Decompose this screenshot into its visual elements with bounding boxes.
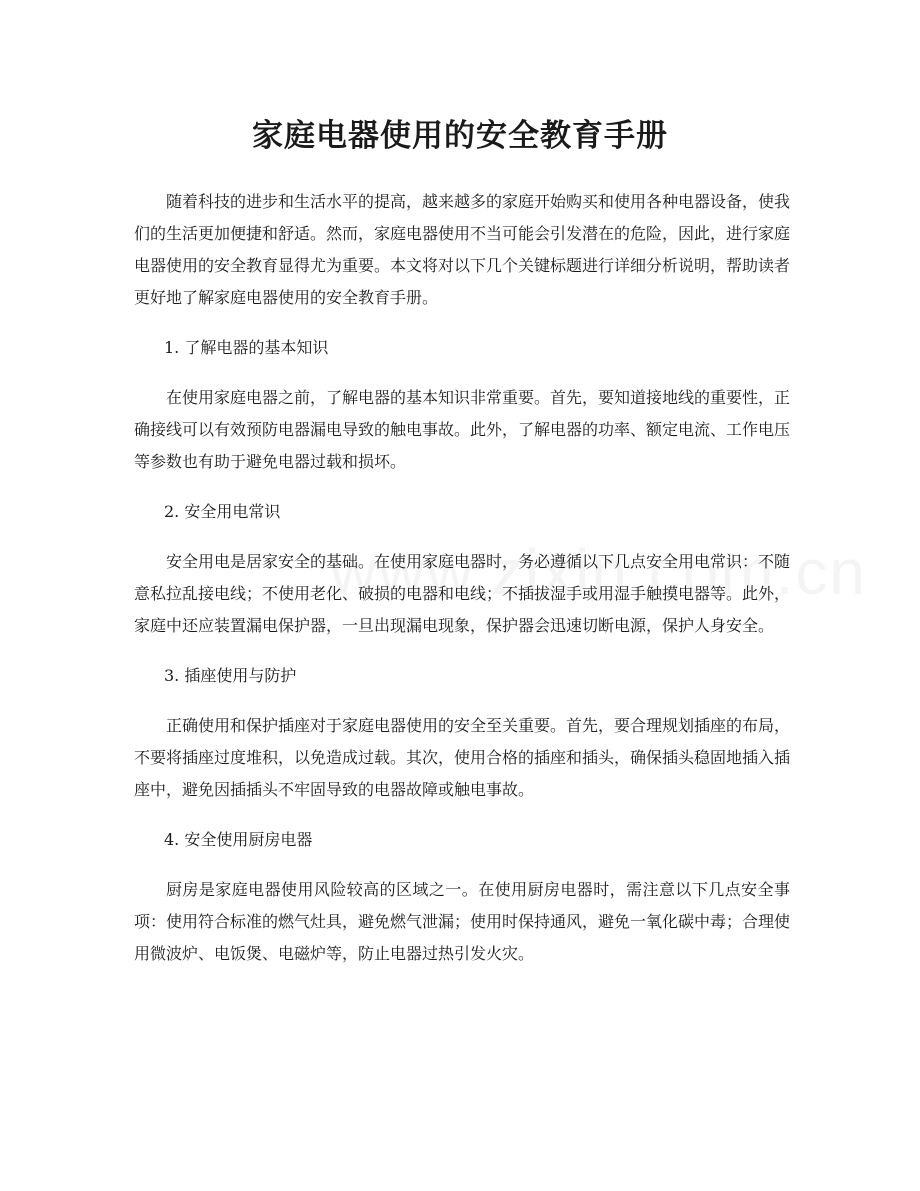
document-title: 家庭电器使用的安全教育手册 bbox=[252, 118, 668, 154]
section-body-3: 正确使用和保护插座对于家庭电器使用的安全至关重要。首先，要合理规划插座的布局，不要将插座过度堆积，以免造成过载。其次，使用合格的插座和插头，确保插头稳固地插入插座中，避免因插插头不牢固导致的电器故障或触电事故。 bbox=[134, 716, 791, 799]
document-body bbox=[134, 186, 790, 988]
section-heading-1: 1. 了解电器的基本知识 bbox=[164, 338, 329, 357]
section-heading-4: 4. 安全使用厨房电器 bbox=[164, 830, 313, 849]
section-body-1: 在使用家庭电器之前，了解电器的基本知识非常重要。首先，要知道接地线的重要性，正确接线可以有效预防电器漏电导致的触电事故。此外，了解电器的功率、额定电流、工作电压等参数也有助于避免电器过载和损坏。 bbox=[134, 388, 791, 471]
section-heading-3: 3. 插座使用与防护 bbox=[164, 666, 297, 685]
section-body-2: 安全用电是居家安全的基础。在使用家庭电器时，务必遵循以下几点安全用电常识：不随意私拉乱接电线；不使用老化、破损的电器和电线；不插拔湿手或用湿手触摸电器等。此外，家庭中还应装置漏电保护器，一旦出现漏电现象，保护器会迅速切断电源，保护人身安全。 bbox=[134, 552, 791, 635]
section-body-4: 厨房是家庭电器使用风险较高的区域之一。在使用厨房电器时，需注意以下几点安全事项：使用符合标准的燃气灶具，避免燃气泄漏；使用时保持通风，避免一氧化碳中毒；合理使用微波炉、电饭煲、电磁炉等，防止电器过热引发火灾。 bbox=[134, 880, 791, 963]
section-heading-2: 2. 安全用电常识 bbox=[164, 502, 281, 521]
intro-paragraph: 随着科技的进步和生活水平的提高，越来越多的家庭开始购买和使用各种电器设备，使我们的生活更加便捷和舒适。然而，家庭电器使用不当可能会引发潜在的危险，因此，进行家庭电器使用的安全教育显得尤为重要。本文将对以下几个关键标题进行详细分析说明，帮助读者更好地了解家庭电器使用的安全教育手册。 bbox=[134, 192, 791, 307]
